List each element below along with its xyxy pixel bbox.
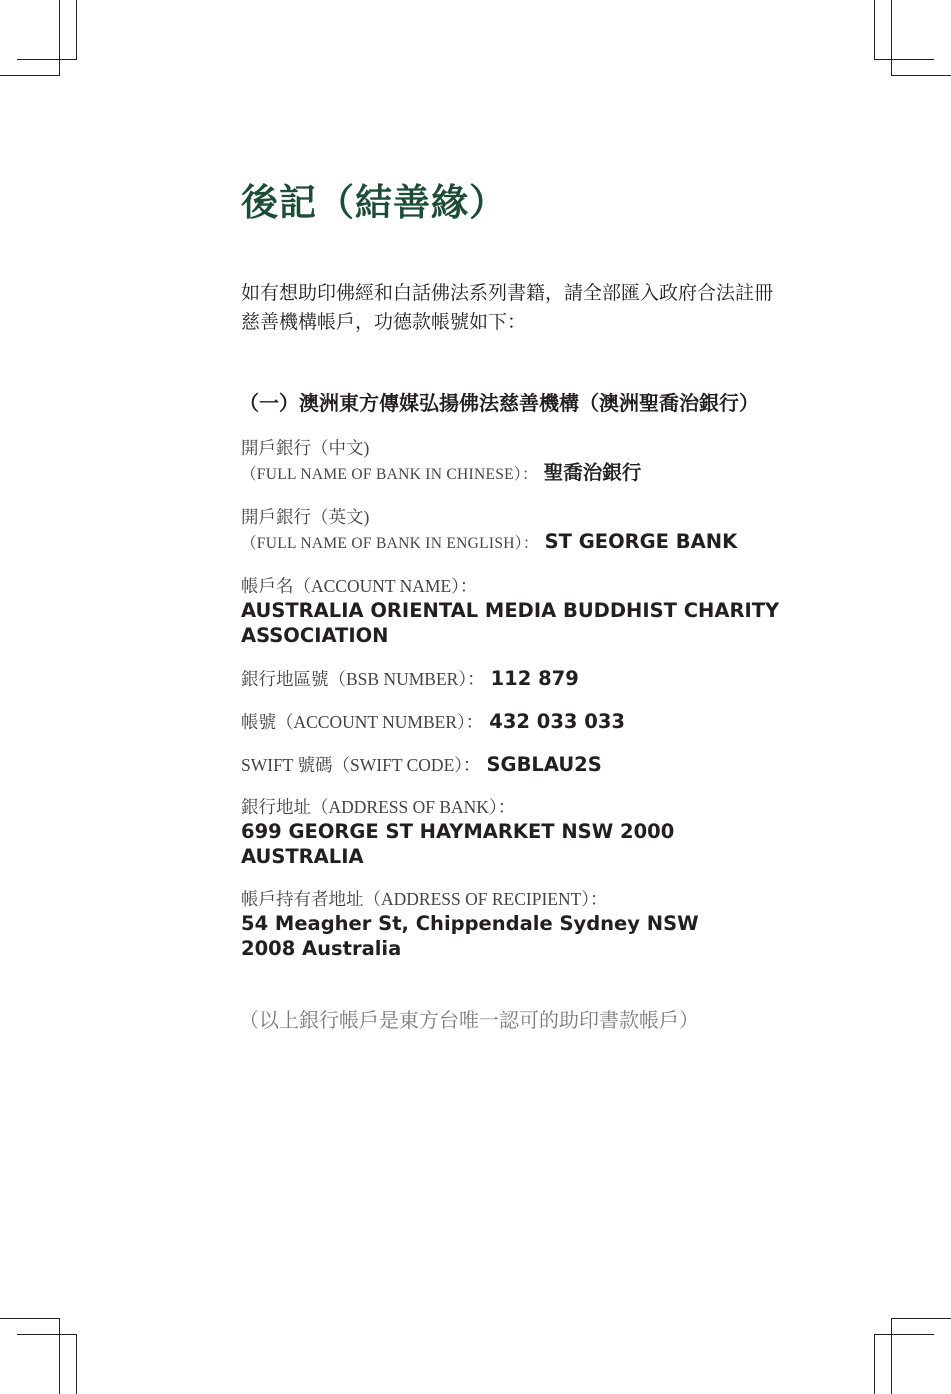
field-label-top: 開戶銀行（中文) — [241, 438, 370, 458]
crop-mark-bottom-right-h1 — [874, 1334, 934, 1335]
field-value-line1: AUSTRALIA ORIENTAL MEDIA BUDDHIST CHARITY — [241, 599, 780, 622]
field-bsb-number — [241, 666, 801, 691]
field-recipient-address — [241, 887, 801, 961]
field-label: （FULL NAME OF BANK IN CHINESE）： — [241, 466, 538, 483]
field-value: 432 033 033 — [489, 710, 625, 733]
page-content — [241, 178, 801, 1034]
field-account-name — [241, 574, 801, 648]
field-label-top: 開戶銀行（英文) — [241, 507, 370, 527]
field-value: 112 879 — [490, 667, 579, 690]
field-value-line1: 699 GEORGE ST HAYMARKET NSW 2000 — [241, 820, 675, 843]
crop-mark-top-right-v1 — [874, 0, 875, 60]
footnote: （以上銀行帳戶是東方台唯一認可的助印書款帳戶） — [239, 1008, 699, 1032]
field-label: 帳戶名（ACCOUNT NAME）： — [241, 576, 478, 596]
intro-paragraph: 如有想助印佛經和白話佛法系列書籍，請全部匯入政府合法註冊慈善機構帳戶，功德款帳號如下： — [241, 282, 774, 333]
crop-mark-bottom-left-h2 — [17, 1334, 77, 1335]
crop-mark-top-left-v2 — [76, 0, 77, 60]
field-row — [241, 460, 801, 487]
crop-mark-bottom-left-v2 — [76, 1334, 77, 1394]
field-value: 聖喬治銀行 — [543, 461, 642, 484]
crop-mark-bottom-right-v2 — [891, 1318, 892, 1394]
field-bank-address — [241, 795, 801, 869]
field-row — [241, 529, 801, 556]
field-swift-code — [241, 752, 801, 777]
field-label: 帳戶持有者地址（ADDRESS OF RECIPIENT）： — [241, 889, 608, 909]
crop-mark-bottom-right-h2 — [891, 1318, 951, 1319]
field-value: SGBLAU2S — [486, 753, 602, 776]
field-label: 銀行地區號（BSB NUMBER）： — [241, 669, 485, 689]
field-label: （FULL NAME OF BANK IN ENGLISH）： — [241, 535, 539, 552]
crop-mark-top-left-h1 — [0, 75, 60, 76]
field-value-line1: 54 Meagher St, Chippendale Sydney NSW — [241, 912, 699, 935]
field-label: 帳號（ACCOUNT NUMBER）： — [241, 712, 484, 732]
field-value-line2: AUSTRALIA — [241, 845, 364, 868]
field-value: ST GEORGE BANK — [544, 530, 738, 553]
crop-mark-top-right-h1 — [874, 59, 934, 60]
field-label: SWIFT 號碼（SWIFT CODE）： — [241, 755, 481, 775]
crop-mark-top-left-v1 — [59, 0, 60, 76]
crop-mark-top-right-h2 — [891, 75, 951, 76]
page-title: 後記（結善緣） — [241, 180, 507, 224]
crop-mark-bottom-right-v1 — [874, 1334, 875, 1394]
section-heading: （一）澳洲東方傳媒弘揚佛法慈善機構（澳洲聖喬治銀行） — [239, 391, 759, 415]
field-value-line2: ASSOCIATION — [241, 624, 389, 647]
field-value-line2: 2008 Australia — [241, 937, 402, 960]
field-label: 銀行地址（ADDRESS OF BANK）： — [241, 797, 516, 817]
crop-mark-bottom-left-h1 — [0, 1318, 60, 1319]
crop-mark-top-right-v2 — [891, 0, 892, 76]
crop-mark-top-left-h2 — [17, 59, 77, 60]
field-bank-chinese — [241, 436, 801, 487]
field-bank-english — [241, 505, 801, 556]
field-account-number — [241, 709, 801, 734]
crop-mark-bottom-left-v1 — [59, 1318, 60, 1394]
